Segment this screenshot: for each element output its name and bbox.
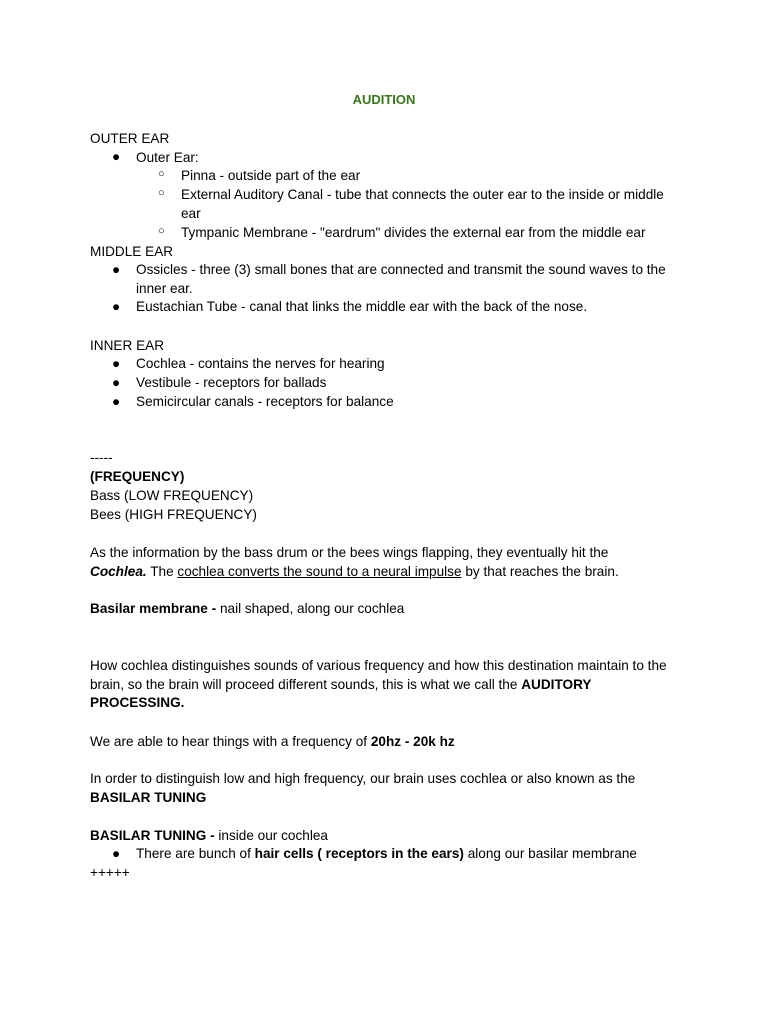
bullet-dot: ● <box>112 375 121 390</box>
bullet-dot: ● <box>112 299 121 314</box>
auditory-term: AUDITORY <box>521 677 592 692</box>
hearing-range-text: We are able to hear things with a frequency of <box>90 734 371 749</box>
frequency-heading: (FREQUENCY) <box>90 469 185 484</box>
middle-ear-item-1: Ossicles - three (3) small bones that are connected and transmit the sound waves to the <box>136 262 666 277</box>
hearing-range-line <box>90 733 455 751</box>
middle-ear-heading: MIDDLE EAR <box>90 244 174 259</box>
inner-ear-item-3: Semicircular canals - receptors for balance <box>136 394 394 409</box>
hair-cells-post: along our basilar membrane <box>463 846 637 861</box>
document-title: AUDITION <box>352 92 416 107</box>
basilar-membrane-desc: nail shaped, along our cochlea <box>219 601 405 616</box>
hearing-range-value: 20hz - 20k hz <box>370 734 455 749</box>
end-marker: +++++ <box>90 865 130 880</box>
frequency-bees: Bees (HIGH FREQUENCY) <box>90 507 257 522</box>
inner-ear-heading: INNER EAR <box>90 338 165 353</box>
outer-ear-sub-2-cont: ear <box>181 206 201 221</box>
outer-ear-heading: OUTER EAR <box>90 131 170 146</box>
cochlea-term: Cochlea. <box>90 564 147 579</box>
paragraph-1-the: The <box>146 564 178 579</box>
paragraph-1-line-2 <box>90 563 619 581</box>
paragraph-2-line-2 <box>90 676 591 694</box>
bullet-dot: ● <box>112 356 121 371</box>
paragraph-1-rest: by that reaches the brain. <box>461 564 619 579</box>
inner-ear-item-1: Cochlea - contains the nerves for hearing <box>136 356 385 371</box>
outer-ear-sub-1: Pinna - outside part of the ear <box>181 168 361 183</box>
bullet-circle: ○ <box>158 187 165 199</box>
processing-term: PROCESSING. <box>90 695 185 710</box>
cochlea-underlined-phrase: cochlea converts the sound to a neural impulse <box>177 564 462 579</box>
paragraph-2-text: brain, so the brain will proceed different sounds, this is what we call the <box>90 677 522 692</box>
bullet-dot: ● <box>112 394 121 409</box>
bullet-circle: ○ <box>158 168 165 180</box>
basilar-tuning-line <box>90 827 328 845</box>
paragraph-1-line-1: As the information by the bass drum or the bees wings flapping, they eventually hit the <box>90 545 609 560</box>
bullet-dot: ● <box>112 846 121 861</box>
middle-ear-item-1-cont: inner ear. <box>136 281 193 296</box>
paragraph-3-line-1: In order to distinguish low and high frequency, our brain uses cochlea or also known as the <box>90 771 636 786</box>
outer-ear-sub-3: Tympanic Membrane - "eardrum" divides the external ear from the middle ear <box>181 225 646 240</box>
outer-ear-item: Outer Ear: <box>136 150 199 165</box>
basilar-membrane-term: Basilar membrane - <box>90 601 220 616</box>
basilar-tuning-term: BASILAR TUNING <box>90 790 207 805</box>
basilar-tuning-heading: BASILAR TUNING - <box>90 828 219 843</box>
paragraph-2-line-1: How cochlea distinguishes sounds of various frequency and how this destination maintain to the <box>90 658 667 673</box>
hair-cells-pre: There are bunch of <box>136 846 255 861</box>
bullet-dot: ● <box>112 149 121 164</box>
basilar-tuning-desc: inside our cochlea <box>218 828 328 843</box>
bullet-dot: ● <box>112 262 121 277</box>
section-divider: ----- <box>90 450 113 465</box>
hair-cells-term: hair cells ( receptors in the ears) <box>254 846 464 861</box>
outer-ear-sub-2: External Auditory Canal - tube that connects the outer ear to the inside or middle <box>181 187 664 202</box>
frequency-bass: Bass (LOW FREQUENCY) <box>90 488 254 503</box>
middle-ear-item-2: Eustachian Tube - canal that links the middle ear with the back of the nose. <box>136 299 588 314</box>
basilar-membrane-line <box>90 600 404 618</box>
bullet-circle: ○ <box>158 225 165 237</box>
basilar-tuning-bullet <box>136 845 637 864</box>
inner-ear-item-2: Vestibule - receptors for ballads <box>136 375 327 390</box>
